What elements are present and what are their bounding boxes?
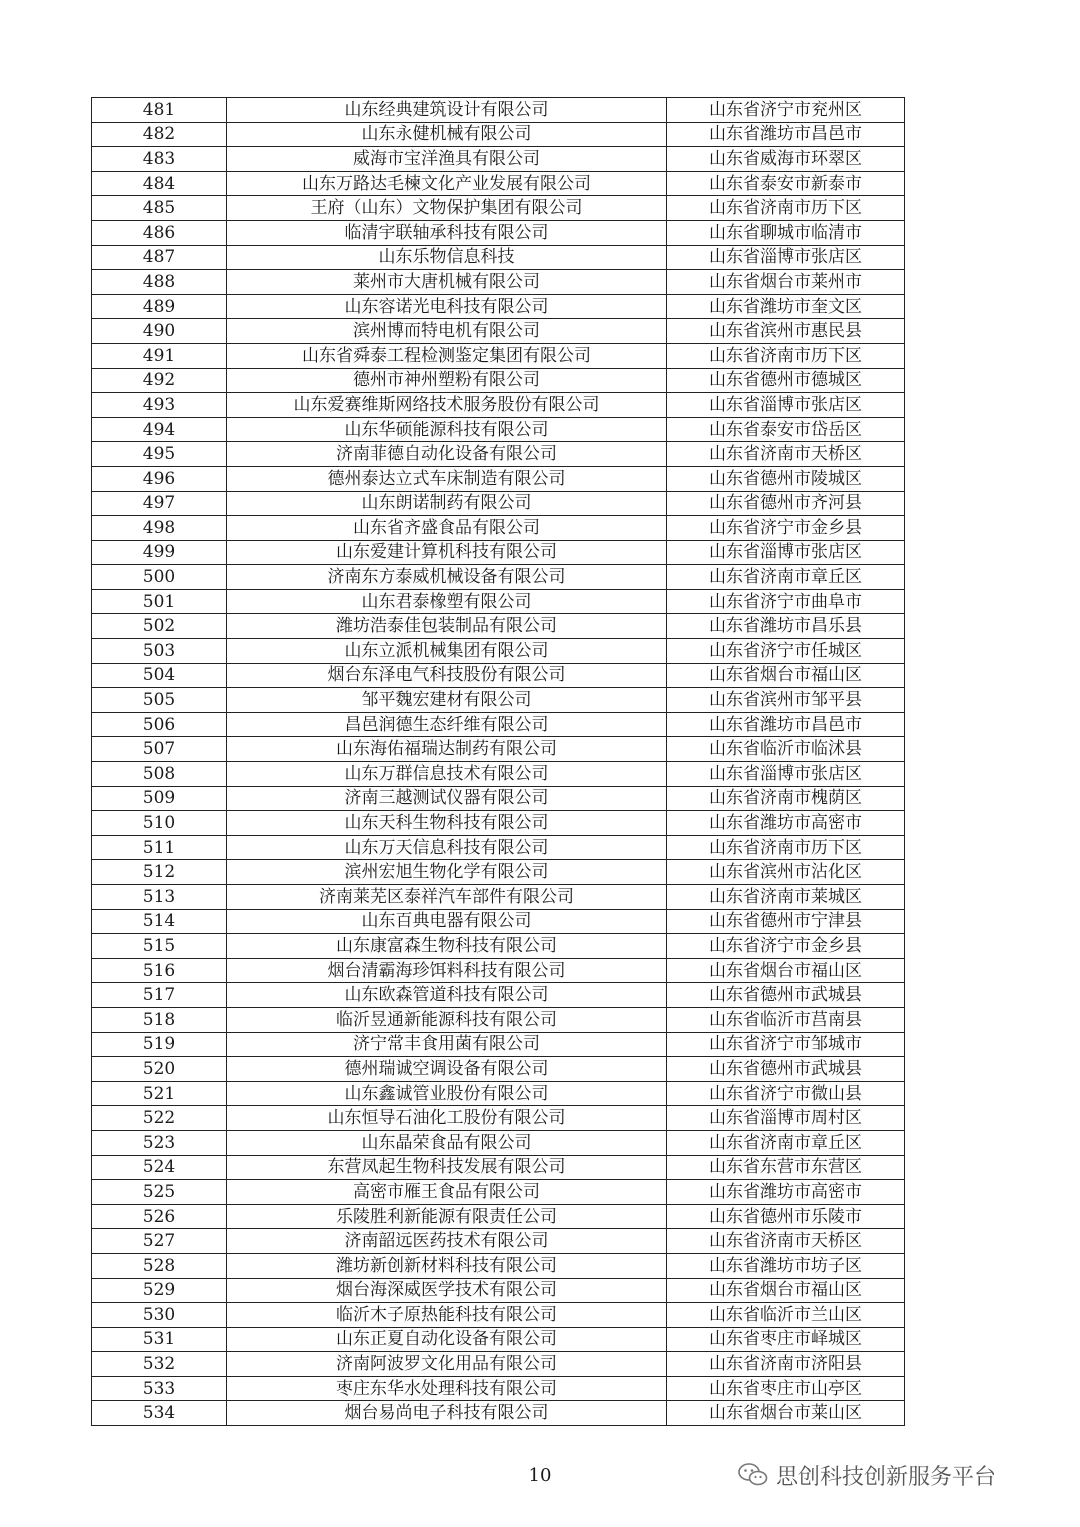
company-location: 山东省济宁市曲阜市: [667, 589, 905, 614]
company-name: 济南菲德自动化设备有限公司: [227, 442, 667, 467]
table-row: [92, 958, 905, 983]
table-row: [92, 1007, 905, 1032]
table-row: [92, 1130, 905, 1155]
row-number: 485: [92, 196, 227, 221]
company-name: 山东容诺光电科技有限公司: [227, 294, 667, 319]
company-name: 潍坊浩泰佳包装制品有限公司: [227, 614, 667, 639]
row-number: 488: [92, 270, 227, 295]
company-location: 山东省潍坊市高密市: [667, 1180, 905, 1205]
row-number: 509: [92, 786, 227, 811]
company-location: 山东省淄博市张店区: [667, 245, 905, 270]
company-name: 烟台海深威医学技术有限公司: [227, 1278, 667, 1303]
company-location: 山东省淄博市张店区: [667, 393, 905, 418]
table-row: [92, 1229, 905, 1254]
company-name: 邹平魏宏建材有限公司: [227, 688, 667, 713]
company-location: 山东省枣庄市山亭区: [667, 1376, 905, 1401]
row-number: 532: [92, 1352, 227, 1377]
company-location: 山东省德州市齐河县: [667, 491, 905, 516]
company-location: 山东省德州市武城县: [667, 983, 905, 1008]
company-location: 山东省淄博市张店区: [667, 762, 905, 787]
table-row: [92, 466, 905, 491]
company-name: 山东万天信息科技有限公司: [227, 835, 667, 860]
company-location: 山东省济南市历下区: [667, 835, 905, 860]
company-name: 昌邑润德生态纤维有限公司: [227, 712, 667, 737]
company-location: 山东省枣庄市峄城区: [667, 1327, 905, 1352]
company-name: 济南东方泰威机械设备有限公司: [227, 565, 667, 590]
row-number: 483: [92, 147, 227, 172]
company-location: 山东省济宁市微山县: [667, 1081, 905, 1106]
company-location: 山东省东营市东营区: [667, 1155, 905, 1180]
row-number: 520: [92, 1057, 227, 1082]
company-location: 山东省济南市历下区: [667, 196, 905, 221]
table-row: [92, 934, 905, 959]
company-name: 山东天科生物科技有限公司: [227, 811, 667, 836]
company-location: 山东省淄博市张店区: [667, 540, 905, 565]
table-row: [92, 762, 905, 787]
table-row: [92, 1401, 905, 1426]
table-row: [92, 565, 905, 590]
wechat-icon: [738, 1462, 768, 1488]
row-number: 527: [92, 1229, 227, 1254]
row-number: 521: [92, 1081, 227, 1106]
company-name: 山东朗诺制药有限公司: [227, 491, 667, 516]
company-name: 山东爱建计算机科技有限公司: [227, 540, 667, 565]
row-number: 525: [92, 1180, 227, 1205]
company-location: 山东省济南市历下区: [667, 343, 905, 368]
company-location: 山东省聊城市临清市: [667, 220, 905, 245]
row-number: 508: [92, 762, 227, 787]
table-row: [92, 220, 905, 245]
company-name: 山东海佑福瑞达制药有限公司: [227, 737, 667, 762]
company-name: 威海市宝洋渔具有限公司: [227, 147, 667, 172]
table-row: [92, 885, 905, 910]
row-number: 489: [92, 294, 227, 319]
row-number: 511: [92, 835, 227, 860]
table-row: [92, 516, 905, 541]
company-location: 山东省临沂市临沭县: [667, 737, 905, 762]
row-number: 494: [92, 417, 227, 442]
company-location: 山东省潍坊市奎文区: [667, 294, 905, 319]
company-name: 山东爱赛维斯网络技术服务股份有限公司: [227, 393, 667, 418]
table-row: [92, 1278, 905, 1303]
row-number: 486: [92, 220, 227, 245]
table-row: [92, 1155, 905, 1180]
company-name: 临沂昱通新能源科技有限公司: [227, 1007, 667, 1032]
row-number: 502: [92, 614, 227, 639]
company-location: 山东省临沂市莒南县: [667, 1007, 905, 1032]
table-row: [92, 786, 905, 811]
company-name: 山东百典电器有限公司: [227, 909, 667, 934]
company-location: 山东省烟台市福山区: [667, 663, 905, 688]
company-name: 山东乐物信息科技: [227, 245, 667, 270]
row-number: 499: [92, 540, 227, 565]
company-location: 山东省临沂市兰山区: [667, 1303, 905, 1328]
company-location: 山东省泰安市岱岳区: [667, 417, 905, 442]
watermark: [738, 1460, 1058, 1490]
company-location: 山东省济宁市兖州区: [667, 98, 905, 123]
company-location: 山东省潍坊市昌邑市: [667, 122, 905, 147]
table-row: [92, 737, 905, 762]
row-number: 533: [92, 1376, 227, 1401]
table-row: [92, 343, 905, 368]
table-row: [92, 589, 905, 614]
company-name: 山东华硕能源科技有限公司: [227, 417, 667, 442]
table-row: [92, 442, 905, 467]
row-number: 531: [92, 1327, 227, 1352]
company-name: 德州市神州塑粉有限公司: [227, 368, 667, 393]
table-row: [92, 491, 905, 516]
row-number: 484: [92, 171, 227, 196]
row-number: 528: [92, 1253, 227, 1278]
row-number: 501: [92, 589, 227, 614]
company-location: 山东省济宁市金乡县: [667, 516, 905, 541]
row-number: 529: [92, 1278, 227, 1303]
company-location: 山东省烟台市福山区: [667, 958, 905, 983]
company-location: 山东省泰安市新泰市: [667, 171, 905, 196]
table-row: [92, 147, 905, 172]
row-number: 492: [92, 368, 227, 393]
row-number: 505: [92, 688, 227, 713]
table-row: [92, 712, 905, 737]
company-location: 山东省济南市槐荫区: [667, 786, 905, 811]
table-row: [92, 983, 905, 1008]
company-name: 德州泰达立式车床制造有限公司: [227, 466, 667, 491]
table-row: [92, 319, 905, 344]
table-row: [92, 1204, 905, 1229]
company-name: 济南莱芜区泰祥汽车部件有限公司: [227, 885, 667, 910]
row-number: 506: [92, 712, 227, 737]
row-number: 515: [92, 934, 227, 959]
company-name: 山东经典建筑设计有限公司: [227, 98, 667, 123]
row-number: 500: [92, 565, 227, 590]
company-name: 临清宇联轴承科技有限公司: [227, 220, 667, 245]
row-number: 482: [92, 122, 227, 147]
table-row: [92, 688, 905, 713]
watermark-text: 思创科技创新服务平台: [776, 1464, 997, 1490]
company-location: 山东省威海市环翠区: [667, 147, 905, 172]
row-number: 522: [92, 1106, 227, 1131]
company-name: 山东永健机械有限公司: [227, 122, 667, 147]
row-number: 504: [92, 663, 227, 688]
company-name: 烟台东泽电气科技股份有限公司: [227, 663, 667, 688]
company-name: 山东晶荣食品有限公司: [227, 1130, 667, 1155]
company-name: 滨州宏旭生物化学有限公司: [227, 860, 667, 885]
company-name: 东营凤起生物科技发展有限公司: [227, 1155, 667, 1180]
table-row: [92, 540, 905, 565]
company-name: 山东康富森生物科技有限公司: [227, 934, 667, 959]
row-number: 516: [92, 958, 227, 983]
company-name: 烟台易尚电子科技有限公司: [227, 1401, 667, 1426]
company-location: 山东省德州市宁津县: [667, 909, 905, 934]
company-name: 王府（山东）文物保护集团有限公司: [227, 196, 667, 221]
company-name: 乐陵胜利新能源有限责任公司: [227, 1204, 667, 1229]
table-row: [92, 1057, 905, 1082]
row-number: 510: [92, 811, 227, 836]
row-number: 523: [92, 1130, 227, 1155]
row-number: 491: [92, 343, 227, 368]
table-row: [92, 270, 905, 295]
table-row: [92, 98, 905, 123]
company-name: 山东鑫诚管业股份有限公司: [227, 1081, 667, 1106]
company-location: 山东省济南市章丘区: [667, 1130, 905, 1155]
company-location: 山东省淄博市周村区: [667, 1106, 905, 1131]
company-name: 山东省舜泰工程检测鉴定集团有限公司: [227, 343, 667, 368]
company-name: 济南韶远医药技术有限公司: [227, 1229, 667, 1254]
company-name: 山东正夏自动化设备有限公司: [227, 1327, 667, 1352]
row-number: 534: [92, 1401, 227, 1426]
company-name: 山东欧森管道科技有限公司: [227, 983, 667, 1008]
company-location: 山东省济宁市任城区: [667, 639, 905, 664]
table-row: [92, 393, 905, 418]
company-location: 山东省济南市天桥区: [667, 1229, 905, 1254]
company-location: 山东省烟台市福山区: [667, 1278, 905, 1303]
company-location: 山东省德州市德城区: [667, 368, 905, 393]
company-location: 山东省德州市武城县: [667, 1057, 905, 1082]
row-number: 490: [92, 319, 227, 344]
table-row: [92, 245, 905, 270]
table-row: [92, 811, 905, 836]
table-row: [92, 1327, 905, 1352]
row-number: 503: [92, 639, 227, 664]
company-name: 山东省齐盛食品有限公司: [227, 516, 667, 541]
company-name: 潍坊新创新材料科技有限公司: [227, 1253, 667, 1278]
table-row: [92, 294, 905, 319]
table-row: [92, 835, 905, 860]
row-number: 512: [92, 860, 227, 885]
company-name: 山东恒导石油化工股份有限公司: [227, 1106, 667, 1131]
table-row: [92, 909, 905, 934]
company-name: 山东万群信息技术有限公司: [227, 762, 667, 787]
table-row: [92, 196, 905, 221]
row-number: 526: [92, 1204, 227, 1229]
table-row: [92, 860, 905, 885]
company-name: 德州瑞诚空调设备有限公司: [227, 1057, 667, 1082]
company-name: 滨州博而特电机有限公司: [227, 319, 667, 344]
company-table-body: [92, 98, 905, 1426]
row-number: 493: [92, 393, 227, 418]
company-name: 山东君泰橡塑有限公司: [227, 589, 667, 614]
row-number: 518: [92, 1007, 227, 1032]
company-location: 山东省潍坊市坊子区: [667, 1253, 905, 1278]
company-location: 山东省潍坊市昌乐县: [667, 614, 905, 639]
row-number: 498: [92, 516, 227, 541]
company-name: 高密市雁王食品有限公司: [227, 1180, 667, 1205]
row-number: 487: [92, 245, 227, 270]
company-name: 烟台清霸海珍饵料科技有限公司: [227, 958, 667, 983]
company-location: 山东省烟台市莱州市: [667, 270, 905, 295]
table-row: [92, 1180, 905, 1205]
company-location: 山东省济南市天桥区: [667, 442, 905, 467]
table-row: [92, 1032, 905, 1057]
row-number: 496: [92, 466, 227, 491]
table-row: [92, 1352, 905, 1377]
company-location: 山东省济南市济阳县: [667, 1352, 905, 1377]
company-name: 山东立派机械集团有限公司: [227, 639, 667, 664]
company-location: 山东省滨州市沾化区: [667, 860, 905, 885]
row-number: 519: [92, 1032, 227, 1057]
row-number: 507: [92, 737, 227, 762]
company-location: 山东省济宁市金乡县: [667, 934, 905, 959]
row-number: 530: [92, 1303, 227, 1328]
row-number: 514: [92, 909, 227, 934]
company-location: 山东省济南市莱城区: [667, 885, 905, 910]
table-row: [92, 1081, 905, 1106]
page-number: 10: [528, 1465, 552, 1486]
company-location: 山东省德州市乐陵市: [667, 1204, 905, 1229]
company-location: 山东省潍坊市昌邑市: [667, 712, 905, 737]
company-name: 济南阿波罗文化用品有限公司: [227, 1352, 667, 1377]
company-name: 济南三越测试仪器有限公司: [227, 786, 667, 811]
company-name: 山东万路达毛楝文化产业发展有限公司: [227, 171, 667, 196]
company-name: 济宁常丰食用菌有限公司: [227, 1032, 667, 1057]
row-number: 481: [92, 98, 227, 123]
table-row: [92, 122, 905, 147]
table-row: [92, 1253, 905, 1278]
row-number: 524: [92, 1155, 227, 1180]
company-location: 山东省烟台市莱山区: [667, 1401, 905, 1426]
company-location: 山东省潍坊市高密市: [667, 811, 905, 836]
row-number: 517: [92, 983, 227, 1008]
table-row: [92, 1303, 905, 1328]
table-row: [92, 417, 905, 442]
table-row: [92, 663, 905, 688]
row-number: 497: [92, 491, 227, 516]
row-number: 495: [92, 442, 227, 467]
company-location: 山东省滨州市邹平县: [667, 688, 905, 713]
table-row: [92, 171, 905, 196]
company-name: 莱州市大唐机械有限公司: [227, 270, 667, 295]
company-table: [91, 97, 905, 1426]
row-number: 513: [92, 885, 227, 910]
table-row: [92, 639, 905, 664]
company-name: 枣庄东华水处理科技有限公司: [227, 1376, 667, 1401]
company-location: 山东省济宁市邹城市: [667, 1032, 905, 1057]
table-row: [92, 1106, 905, 1131]
table-row: [92, 368, 905, 393]
table-row: [92, 614, 905, 639]
company-location: 山东省德州市陵城区: [667, 466, 905, 491]
table-row: [92, 1376, 905, 1401]
company-name: 临沂木子原热能科技有限公司: [227, 1303, 667, 1328]
company-location: 山东省济南市章丘区: [667, 565, 905, 590]
company-location: 山东省滨州市惠民县: [667, 319, 905, 344]
